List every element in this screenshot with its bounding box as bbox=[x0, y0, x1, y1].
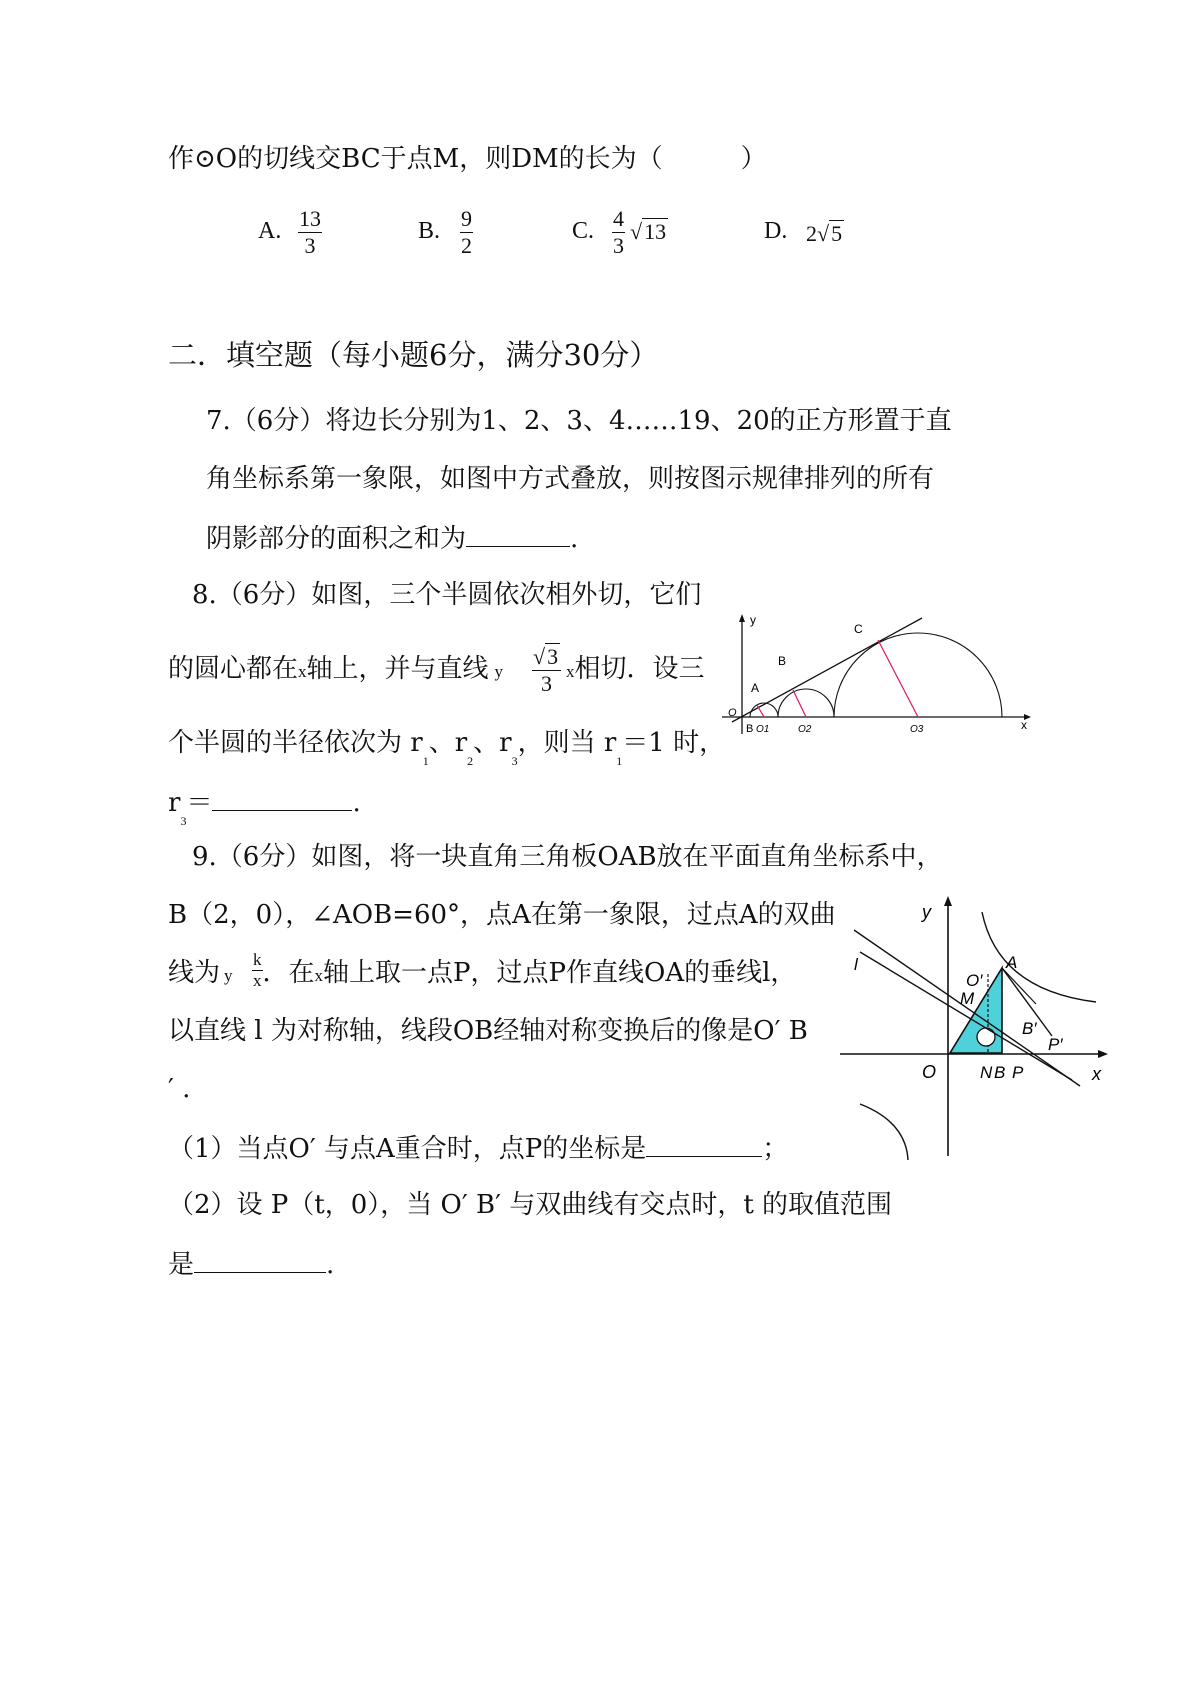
q9-sub-2: （2）设 P（t，0），当 O′ B′ 与双曲线有交点时，t 的取值范围 bbox=[168, 1190, 893, 1220]
q8-line-2 bbox=[168, 652, 503, 689]
q7-line-3 bbox=[206, 520, 578, 556]
label-a: A bbox=[751, 681, 760, 695]
label-b: B bbox=[994, 1063, 1006, 1082]
option-letter: B. bbox=[418, 218, 441, 244]
numerator: 4 bbox=[613, 206, 624, 231]
q8-text: r bbox=[168, 788, 181, 818]
radius-2 bbox=[793, 690, 806, 717]
q7-line-3-text: 阴影部分的面积之和为 bbox=[206, 524, 467, 554]
option-fraction bbox=[298, 206, 322, 259]
q9-text: （1）当点O′ 与点A重合时，点P的坐标是 bbox=[168, 1134, 647, 1164]
label-y: y bbox=[750, 613, 756, 627]
semicircle-2 bbox=[778, 689, 834, 717]
label-a: A bbox=[1006, 953, 1018, 972]
label-b2: B bbox=[746, 723, 754, 735]
q7-line-1: 7.（6分）将边长分别为1、2、3、4……19、20的正方形置于直 bbox=[206, 406, 952, 436]
q9-sub-2-line-2 bbox=[168, 1246, 334, 1282]
label-b: B bbox=[778, 654, 787, 668]
label-p: P bbox=[1012, 1063, 1024, 1082]
q9-figure bbox=[836, 894, 1116, 1164]
q8-line-3 bbox=[168, 726, 726, 768]
q8-text: 、r bbox=[428, 728, 468, 758]
q9-answer-blank-1[interactable] bbox=[646, 1130, 762, 1157]
q8-line-1: 8.（6分）如图，三个半圆依次相外切，它们 bbox=[192, 580, 702, 610]
numerator: k bbox=[253, 950, 262, 969]
label-o-prime: O′ bbox=[966, 971, 983, 990]
label-l: l bbox=[854, 955, 858, 974]
sqrt-expression: 2√5 bbox=[806, 221, 843, 246]
q9-line-4: 以直线 l 为对称轴，线段OB经轴对称变换后的像是O′ B bbox=[168, 1016, 808, 1046]
q8-text: 的圆心都在 bbox=[168, 654, 299, 684]
var-x: x bbox=[298, 662, 307, 681]
q8-text: 相切．设三 bbox=[574, 654, 705, 684]
q8-slope-fraction bbox=[532, 644, 561, 697]
label-c: C bbox=[854, 622, 863, 636]
q9-sub-1 bbox=[168, 1130, 788, 1166]
line-l-upper bbox=[854, 930, 1080, 1086]
q6-stem-tail: 作⊙O的切线交BC于点M，则DM的长为（ ） bbox=[168, 144, 767, 174]
var-x: x bbox=[566, 662, 575, 681]
option-letter: D. bbox=[764, 218, 788, 244]
semicircle-3 bbox=[834, 633, 1002, 717]
label-o2: O2 bbox=[798, 724, 812, 735]
numerator: 9 bbox=[461, 206, 472, 231]
sqrt-expression: √13 bbox=[630, 219, 667, 244]
label-n: N bbox=[980, 1063, 993, 1082]
subscript: 1 bbox=[422, 754, 429, 768]
q7-line-2: 角坐标系第一象限，如图中方式叠放，则按图示规律排列的所有 bbox=[206, 464, 935, 494]
q9-text: 轴上取一点P，过点P作直线OA的垂线l， bbox=[323, 958, 797, 988]
q9-answer-blank-2[interactable] bbox=[194, 1246, 326, 1273]
var-x: x bbox=[314, 966, 324, 985]
label-o3: O3 bbox=[910, 724, 924, 735]
q8-text: ＝ bbox=[186, 788, 213, 818]
q9-line-2: B（2，0），∠AOB=60°，点A在第一象限，过点A的双曲 bbox=[168, 900, 836, 930]
q9-text: . bbox=[326, 1250, 335, 1280]
q8-text: ＝1 时， bbox=[622, 728, 726, 758]
section-title: 二．填空题（每小题6分，满分30分） bbox=[168, 338, 659, 372]
q8-period: . bbox=[352, 788, 361, 818]
q9-line-5: ′ . bbox=[168, 1074, 191, 1104]
q9-line-1: 9.（6分）如图，将一块直角三角板OAB放在平面直角坐标系中， bbox=[192, 842, 943, 872]
label-y: y bbox=[922, 902, 931, 922]
q7-answer-blank[interactable] bbox=[466, 520, 570, 547]
subscript: 3 bbox=[180, 814, 187, 828]
y-axis-arrow bbox=[739, 614, 745, 622]
q8-text: 、r bbox=[473, 728, 512, 758]
q9-text: ； bbox=[762, 1134, 789, 1164]
option-fraction bbox=[612, 206, 625, 259]
subscript: 1 bbox=[616, 754, 623, 768]
q9-text: 线为 bbox=[168, 958, 221, 988]
numerator: 13 bbox=[299, 206, 321, 231]
y-axis-arrow bbox=[944, 896, 952, 906]
label-b-prime: B′ bbox=[1022, 1019, 1037, 1038]
label-x: x bbox=[1021, 718, 1027, 732]
denominator: 2 bbox=[461, 233, 472, 258]
q9-text: 是 bbox=[168, 1250, 195, 1280]
q8-line-4 bbox=[168, 784, 361, 828]
q7-period: . bbox=[570, 524, 579, 554]
label-o: O bbox=[922, 1062, 937, 1082]
label-o: O bbox=[728, 707, 737, 719]
subscript: 3 bbox=[511, 754, 518, 768]
q8-answer-blank[interactable] bbox=[212, 784, 352, 811]
numerator: √3 bbox=[532, 644, 561, 671]
q8-text: 个半圆的半径依次为 r bbox=[168, 728, 423, 758]
q8-line-2-end bbox=[566, 652, 705, 689]
subscript: 2 bbox=[467, 754, 474, 768]
denominator: 3 bbox=[304, 233, 316, 258]
var-y: y bbox=[224, 966, 233, 985]
denominator: 3 bbox=[541, 671, 553, 696]
radicand: 5 bbox=[831, 221, 843, 246]
label-m: M bbox=[960, 989, 975, 1008]
radicand: 13 bbox=[644, 219, 667, 244]
q9-hyperbola-fraction bbox=[252, 950, 263, 991]
label-p-prime: P′ bbox=[1048, 1035, 1063, 1054]
coefficient: 2 bbox=[806, 221, 817, 246]
option-fraction bbox=[460, 206, 473, 259]
var-y: y bbox=[494, 662, 504, 681]
q8-figure bbox=[718, 610, 1034, 738]
radicand: 3 bbox=[547, 644, 559, 669]
denominator: x bbox=[253, 971, 262, 990]
q9-text: ．在 bbox=[262, 958, 315, 988]
small-circle bbox=[977, 1028, 995, 1046]
q8-text: 轴上，并与直线 bbox=[306, 654, 489, 684]
label-o1: O1 bbox=[756, 724, 770, 735]
denominator: 3 bbox=[613, 233, 624, 258]
x-axis-arrow bbox=[1098, 1050, 1108, 1058]
option-letter: C. bbox=[572, 218, 595, 244]
q8-text: ，则当 r bbox=[517, 728, 617, 758]
label-x: x bbox=[1092, 1064, 1101, 1084]
radius-3 bbox=[878, 640, 918, 717]
option-letter: A. bbox=[258, 218, 282, 244]
hyperbola-branch-3 bbox=[860, 1104, 908, 1160]
